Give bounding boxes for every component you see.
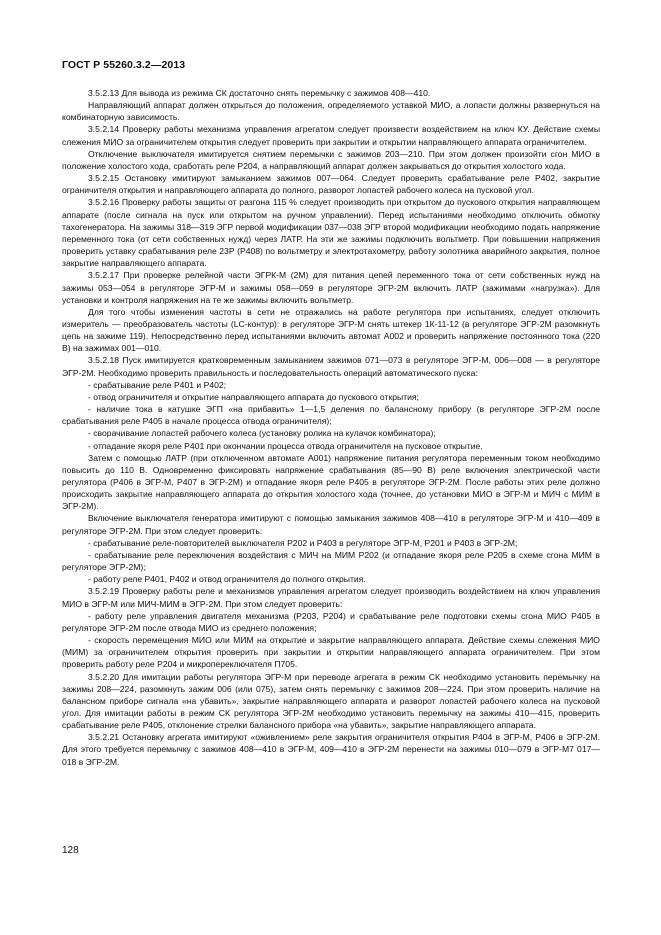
paragraph: 3.5.2.13 Для вывода из режима СК достаточно снять перемычку с зажимов 408—410. bbox=[88, 88, 431, 98]
paragraph: 3.5.2.14 Проверку работы механизма управления агрегатом следует произвести воздействием на ключ КУ. Действие схемы слежения МИО за ограничителем открытия следует проверить при закрытии и открытии направляющего аппарата ограничителем. bbox=[62, 124, 600, 147]
list-item: - сворачивание лопастей рабочего колеса (установку ролика на кулачок комбинатора); bbox=[88, 428, 436, 439]
list-item: - работу реле управления двигателя механизма (Р203, Р204) и срабатывание реле подготовки схемы сгона МИО Р405 в регуляторе ЭГР-2М после отвода МИО из среднего положения; bbox=[62, 610, 600, 633]
paragraph: Отключение выключателя имитируется снятием перемычки с зажимов 203—210. При этом должен произойти сгон МИО в положение холостого хода, сработать реле Р204, а направляющий аппарат должен закрываться до открытия холостого хода. bbox=[62, 148, 600, 171]
list-item: - наличие тока в катушке ЭГП «на прибавить» 1—1,5 деления по балансному прибору (в регуляторе ЭГР-2М после срабатывания реле Р405 в начале процесса отвода ограничителя); bbox=[62, 404, 600, 427]
list-item: - скорость перемещения МИО или МИМ на открытие и закрытие направляющего аппарата. Действие схемы слежения МИО (МИМ) за ограничителем открытия проверить при закрытии и открытии направляющего аппарата ограничителем. При этом проверить работу реле Р204 и микропереключателя П705. bbox=[62, 635, 600, 670]
paragraph: Для того чтобы изменения частоты в сети не отражались на работе регулятора при испытаниях, следует отключить измеритель — преобразователь частоты (LC-контур): в регуляторе ЭГР-М снять штекер 1К-11-12 (в регуляторе ЭГР-2М разомкнуть цепь на зажиме 119). Непосредственно перед испытаниями включить автомат А002 и проверить напряжение постоянного тока (220 В) на зажимах 001—010. bbox=[62, 306, 600, 354]
paragraph: 3.5.2.21 Остановку агрегата имитируют «оживлением» реле закрытия ограничителя открытия Р404 в ЭГР-М, Р406 в ЭГР-2М. Для этого требуется перемычку с зажимов 408—410 в ЭГР-М, 409—410 в ЭГР-2М перенести на зажимы 010—079 в ЭГР-М7 017—018 в ЭГР-2М. bbox=[62, 732, 600, 767]
paragraph: 3.5.2.16 Проверку работы защиты от разгона 115 % следует производить при открытом до пускового открытия направляющем аппарате (после сигнала на пуск или открытом на ручном управлении). Перед испытаниями необходимо отключить обмотку тахогенератора. На зажимы 318—319 ЭГР первой модификации 037—038 ЭГР второй модификации необходимо подать напряжение переменного тока (от сети собственных нужд) через ЛАТР. На эти же зажимы подключить вольтметр. При повышении напряжения проверить уставку срабатывания реле 23Р (Р408) по вольтметру и электротахометру, работу золотника аварийного закрытия, полное закрытие направляющего аппарата. bbox=[62, 197, 600, 269]
document-body bbox=[62, 87, 600, 768]
paragraph: 3.5.2.20 Для имитации работы регулятора ЭГР-М при переводе агрегата в режим СК необходимо установить перемычку на зажимы 208—224, разомкнуть зажим 006 (или 075), затем снять перемычку с зажимов 208—224. При этом проверить наличие на балансном приборе сигнала «на убавить», закрытие направляющего аппарата и разворот лопастей рабочего колеса на пусковой угол. Для имитации работы в режим СК регулятора ЭГР-2М необходимо установить перемычку на зажимы 410—415, проверить срабатывание реле Р405, отклонение стрелки балансного прибора «на убавить», закрытие направляющего аппарата. bbox=[62, 671, 600, 731]
list-item: - срабатывание реле переключения воздействия с МИЧ на МИМ Р202 (и отпадание якоря реле Р205 в схеме сгона МИМ в регуляторе ЭГР-2М); bbox=[62, 549, 600, 573]
list-item: - срабатывание реле-повторителей выключателя Р202 и Р403 в регуляторе ЭГР-М, Р201 и Р403 в ЭГР-2М; bbox=[88, 537, 518, 548]
paragraph: Направляющий аппарат должен открыться до положения, определяемого уставкой МИО, а лопасти должны развернуться на комбинаторную зависимость. bbox=[62, 100, 600, 123]
paragraph: 3.5.2.15 Остановку имитируют замыканием зажимов 007—064. Следует проверить срабатывание реле Р402, закрытие ограничителя открытия и направляющего аппарата до полного, разворот лопастей рабочего колеса на пусковой угол. bbox=[62, 173, 600, 196]
paragraph: 3.5.2.19 Проверку работы реле и механизмов управления агрегатом следует производить воздействием на ключ управления МИО в ЭГР-М или МИЧ-МИМ в ЭГР-2М. При этом следует проверить: bbox=[62, 586, 600, 609]
paragraph: Затем с помощью ЛАТР (при отключенном автомате А001) напряжение питания регулятора переменным током необходимо повысить до 110 В. Одновременно фиксировать напряжение срабатывания (85—90 В) реле включения электрической части регулятора (Р406 в ЭГР-М, Р407 в ЭГР-2М) и отпадание якоря реле Р405 в регуляторе ЭГР-2М. После работы этих реле должно происходить закрытие направляющего аппарата до открытия холостого хода (точнее, до установки МИО в ЭГР-М и МИЧ с МИМ в ЭГР-2М). bbox=[62, 452, 600, 512]
list-item: - отпадание якоря реле Р401 при окончании процесса отвода ограничителя на пусковое открытие. bbox=[88, 440, 483, 451]
list-item: - отвод ограничителя и открытие направляющего аппарата до пускового открытия; bbox=[88, 391, 419, 402]
standard-header: ГОСТ Р 55260.3.2—2013 bbox=[62, 59, 186, 71]
paragraph: 3.5.2.18 Пуск имитируется кратковременным замыканием зажимов 071—073 в регуляторе ЭГР-М, 006—008 — в регуляторе ЭГР-2М. Необходимо проверить правильность и последовательность операций автоматического пуска: bbox=[62, 355, 600, 378]
paragraph: 3.5.2.17 При проверке релейной части ЭГРК-М (2М) для питания цепей переменного тока от сети собственных нужд на зажимы 053—054 в регуляторе ЭГР-М и зажимы 058—059 в регуляторе ЭГР-2М включить ЛАТР (зажимами «нагрузка»). Для установки и контроля напряжения на те же зажимы включить вольтметр. bbox=[62, 270, 600, 305]
page-number: 128 bbox=[62, 845, 79, 856]
list-item: - работу реле Р401, Р402 и отвод ограничителя до полного открытия. bbox=[88, 574, 366, 585]
list-item: - срабатывание реле Р401 и Р402; bbox=[88, 379, 227, 390]
paragraph: Включение выключателя генератора имитируют с помощью замыкания зажимов 408—410 в регуляторе ЭГР-М и 410—409 в регуляторе ЭГР-2М. При этом следует проверить: bbox=[62, 513, 600, 536]
